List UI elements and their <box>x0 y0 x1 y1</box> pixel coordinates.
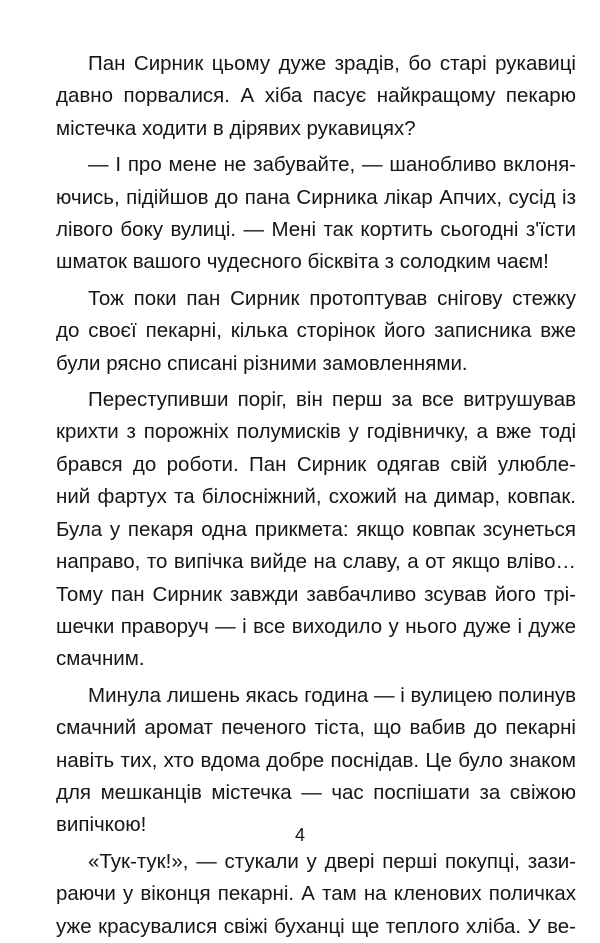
text-line: до своєї пекарні, кілька сторінок його записника вже <box>56 319 576 343</box>
text-line: давно порвалися. А хіба пасує найкращому пекарю <box>56 84 576 108</box>
text-line: уже красувалися свіжі буханці ще теплого хліба. У ве- <box>56 914 576 938</box>
paragraph-4 <box>56 384 576 676</box>
text-line: «Тук-тук!», — стукали у двері перші покупці, зази- <box>88 849 576 873</box>
text-line: шечки праворуч — і все виходило у нього дуже і дуже <box>56 614 576 638</box>
text-line: смачним. <box>56 647 145 671</box>
text-line: ний фартух та білосніжний, схожий на димар, ковпак. <box>56 485 576 509</box>
text-line: були рясно списані різними замовленнями. <box>56 351 468 375</box>
text-line: для мешканців містечка — час поспішати за свіжою <box>56 780 576 804</box>
text-line: раючи у віконця пекарні. А там на кленових поличках <box>56 882 576 906</box>
paragraph-6 <box>56 846 576 943</box>
text-line: Була у пекаря одна прикмета: якщо ковпак зсунеться <box>56 517 576 541</box>
text-line: випічкою! <box>56 813 147 837</box>
text-line: Минула лишень якась година — і вулицею полинув <box>88 683 577 707</box>
page-body <box>56 48 576 943</box>
text-line: Переступивши поріг, він перш за все витрушував <box>88 388 576 412</box>
text-line: містечка ходити в дірявих рукавицях? <box>56 116 416 140</box>
paragraph-5 <box>56 680 576 842</box>
text-line: навіть тих, хто вдома добре поснідав. Це було знаком <box>56 748 576 772</box>
page-number: 4 <box>294 825 305 845</box>
text-line: — І про мене не забувайте, — шанобливо вклоня- <box>88 153 576 177</box>
text-line: Пан Сирник цьому дуже зрадів, бо старі рукавиці <box>88 52 576 75</box>
text-line: брався до роботи. Пан Сирник одягав свій улюбле- <box>56 452 576 476</box>
text-line: лівого боку вулиці. — Мені так кортить сьогодні з'їсти <box>56 218 576 242</box>
text-line: ючись, підійшов до пана Сирника лікар Апчих, сусід із <box>56 185 576 209</box>
paragraph-2 <box>56 149 576 279</box>
text-line: шматок вашого чудесного бісквіта з солодким чаєм! <box>56 250 549 274</box>
paragraph-3 <box>56 283 576 380</box>
text-line: Тому пан Сирник завжди завбачливо зсував його трі- <box>56 582 576 606</box>
text-line: смачний аромат печеного тіста, що вабив до пекарні <box>56 716 576 740</box>
paragraph-1 <box>56 48 576 145</box>
text-line: крихти з порожніх полумисків у годівничку, а вже тоді <box>56 420 576 444</box>
text-line: направо, то випічка вийде на славу, а от якщо вліво… <box>56 550 576 574</box>
text-line: Тож поки пан Сирник протоптував снігову стежку <box>88 286 576 310</box>
